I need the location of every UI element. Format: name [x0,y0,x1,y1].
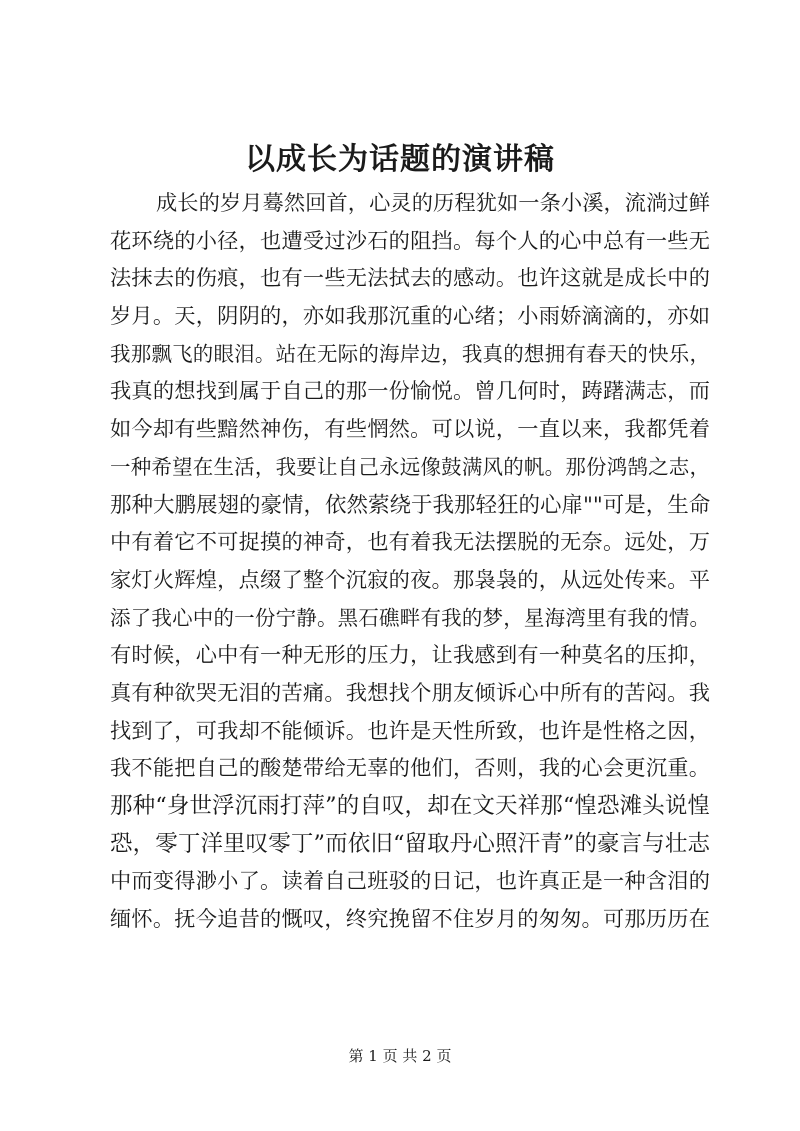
text-line: 中而变得渺小了。读着自己班驳的日记，也许真正是一种含泪的 [110,869,710,895]
text-line: 中有着它不可捉摸的神奇，也有着我无法摆脱的无奈。远处，万 [110,530,710,556]
text-line: 成长的岁月蓦然回首，心灵的历程犹如一条小溪，流淌过鲜 [156,191,710,216]
text-line: 一种希望在生活，我要让自己永远像鼓满风的帆。那份鸿鹄之志， [110,454,710,479]
document-body [110,185,710,939]
text-line: 找到了，可我却不能倾诉。也许是天性所致，也许是性格之因， [110,718,710,744]
text-line: 岁月。天，阴阴的，亦如我那沉重的心绪；小雨娇滴滴的，亦如 [110,304,710,330]
page-footer: 第 1 页 共 2 页 [348,1047,452,1065]
text-line: 缅怀。抚今追昔的慨叹，终究挽留不住岁月的匆匆。可那历历在 [110,907,710,933]
text-line: 那种“身世浮沉雨打萍”的自叹，却在文天祥那“惶恐滩头说惶 [110,793,710,819]
text-line: 添了我心中的一份宁静。黑石礁畔有我的梦，星海湾里有我的情。 [110,605,710,630]
text-line: 如今却有些黯然神伤，有些惘然。可以说，一直以来，我都凭着 [110,417,710,443]
text-line: 真有种欲哭无泪的苦痛。我想找个朋友倾诉心中所有的苦闷。我 [110,680,710,706]
text-line: 我不能把自己的酸楚带给无辜的他们，否则，我的心会更沉重。 [110,756,710,782]
text-line: 花环绕的小径，也遭受过沙石的阻挡。每个人的心中总有一些无 [110,228,710,254]
text-line: 有时候，心中有一种无形的压力，让我感到有一种莫名的压抑， [110,643,710,669]
text-line: 我真的想找到属于自己的那一份愉悦。曾几何时，踌躇满志，而 [110,379,710,405]
document-title: 以成长为话题的演讲稿 [245,142,555,177]
text-line: 家灯火辉煌，点缀了整个沉寂的夜。那袅袅的，从远处传来。平 [110,567,710,593]
text-line: 那种大鹏展翅的豪情，依然萦绕于我那轻狂的心扉""可是，生命 [110,492,711,518]
text-line: 我那飘飞的眼泪。站在无际的海岸边，我真的想拥有春天的快乐， [110,341,710,366]
text-line: 法抹去的伤痕，也有一些无法拭去的感动。也许这就是成长中的 [110,266,710,292]
text-line: 恐，零丁洋里叹零丁”而依旧“留取丹心照汗青”的豪言与壮志 [110,830,710,857]
